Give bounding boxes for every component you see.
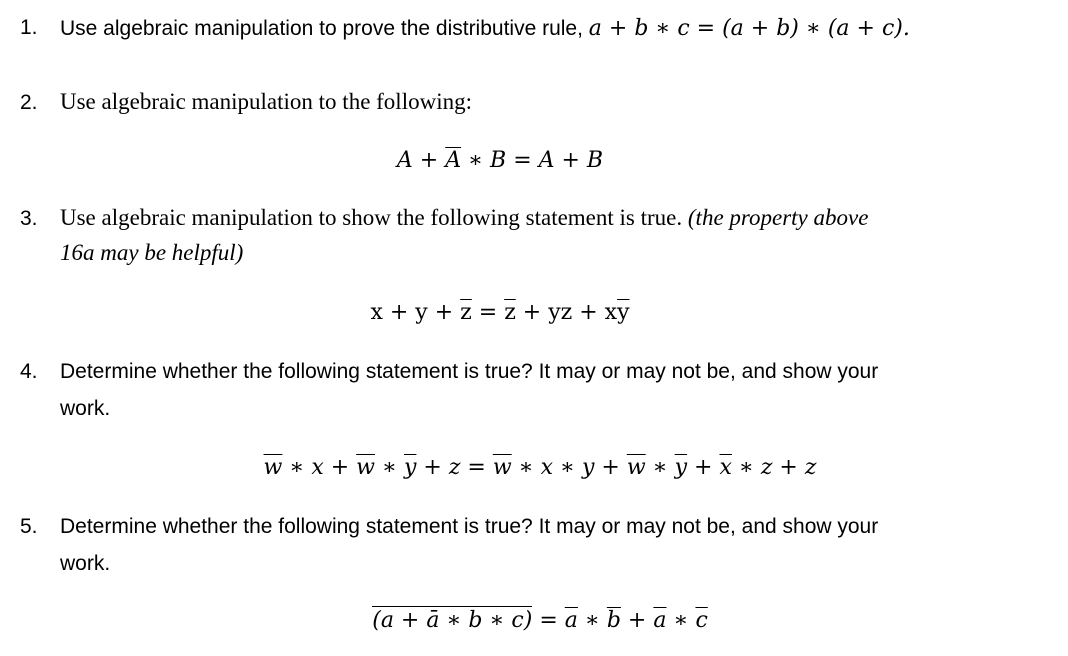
q3-eq-bar2: $\overline{z}$ [504, 300, 516, 325]
q4-text-line2: work. [60, 397, 111, 420]
q2-text: Use algebraic manipulation to the following: [60, 89, 472, 114]
q4-eq-p5: ∗ [645, 455, 675, 480]
q3-note-line2: 16a may be helpful) [60, 240, 244, 265]
q5-number: 5. [20, 515, 38, 538]
q5-eq-p1: = [532, 608, 565, 633]
q4-eq-p6: + [687, 455, 720, 480]
q3-eq-p3: + yz + x [515, 300, 618, 325]
q5-eq-p3: + [620, 608, 654, 633]
q3-equation [0, 300, 1000, 325]
q4-eq-p2: ∗ [375, 455, 404, 480]
q4-eq-y2: $\overline{y}$ [674, 455, 688, 480]
q4-eq-p1: ∗ x + [282, 455, 357, 480]
q2-eq-before: A + [396, 148, 446, 173]
q5-eq-b1: $\overline{b}$ [606, 608, 621, 633]
q3-number: 3. [20, 207, 38, 230]
q3-note-line1: (the property above [687, 205, 869, 230]
q1-number: 1. [20, 16, 38, 39]
q5-eq-overline-expr: (a + ā ∗ b ∗ c) [372, 608, 533, 633]
q5-eq-p4: ∗ [666, 608, 696, 633]
q3-note-line2-row [60, 240, 243, 266]
q1-text [60, 16, 910, 41]
q2-eq-bar: $\overline{A}$ [445, 148, 462, 173]
q4-eq-w3: $\overline{w}$ [492, 455, 512, 480]
q5-text-line1: Determine whether the following statement is true? It may or may not be, and show your [60, 515, 879, 538]
q1-text-body: Use algebraic manipulation to prove the distributive rule, [60, 17, 583, 40]
q5-text-line2: work. [60, 552, 111, 575]
q4-number: 4. [20, 360, 38, 383]
q4-eq-x1: $\overline{x}$ [719, 455, 732, 480]
q4-eq-p4: ∗ x ∗ y + [511, 455, 627, 480]
q2-eq-after: ∗ B = A + B [461, 148, 604, 173]
q1-equation: a + b ∗ c = (a + b) ∗ (a + c). [588, 16, 910, 41]
q3-eq-bar3: $\overline{y}$ [617, 300, 630, 325]
q4-equation [40, 455, 1040, 480]
q5-eq-p2: ∗ [577, 608, 607, 633]
q4-eq-p3: + z = [416, 455, 493, 480]
q3-eq-p1: x + y + [370, 300, 461, 325]
q2-number: 2. [20, 91, 38, 114]
q5-eq-c1: $\overline{c}$ [695, 608, 708, 633]
q4-eq-w1: $\overline{w}$ [263, 455, 283, 480]
q3-eq-p2: = [471, 300, 505, 325]
q5-eq-a2: $\overline{a}$ [653, 608, 667, 633]
q3-text [60, 205, 868, 231]
q4-text-line1: Determine whether the following statement is true? It may or may not be, and show your [60, 360, 879, 383]
q3-eq-bar1: $\overline{z}$ [460, 300, 472, 325]
q5-equation [40, 606, 1040, 633]
q4-eq-w2: $\overline{w}$ [356, 455, 376, 480]
q4-eq-p7: ∗ z + z [731, 455, 817, 480]
q3-text-body: Use algebraic manipulation to show the following statement is true. [60, 205, 683, 230]
q4-eq-w4: $\overline{w}$ [626, 455, 646, 480]
q2-equation [0, 148, 1000, 173]
q4-eq-y1: $\overline{y}$ [403, 455, 417, 480]
q5-eq-a1: $\overline{a}$ [564, 608, 578, 633]
